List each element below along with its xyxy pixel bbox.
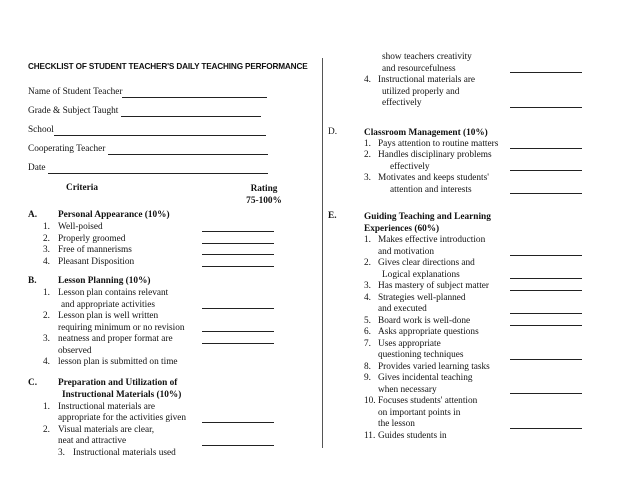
field-cooperating-teacher [28,143,328,162]
field-label: Grade & Subject Taught [28,106,119,116]
list-item [328,327,618,339]
field-label: Cooperating Teacher [28,144,106,154]
item-number: 2. [43,233,50,244]
item-number: 11. [364,430,376,441]
item-text-cont: attention and interests [390,184,472,195]
item-number: 9. [364,373,371,383]
item-text: Instructional materials are [58,401,156,412]
rating-line [510,359,582,360]
item-text-cont: neat and attractive [58,436,127,446]
item-text-cont: the lesson [378,419,415,429]
item-text: Board work is well-done [378,315,471,326]
fill-in-line [54,126,266,136]
list-item [328,431,618,443]
section-title: Guiding Teaching and Learning [364,212,491,222]
item-number: 4. [364,75,371,85]
document-title: CHECKLIST OF STUDENT TEACHER'S DAILY TEACHING PERFORMANCE [28,62,308,71]
rating-line [202,445,274,446]
item-number: 5. [364,315,371,326]
list-item [328,293,618,316]
rating-header [244,183,284,207]
item-text: Motivates and keeps students' [378,173,489,183]
section-b [28,276,328,369]
section-letter: B. [28,276,37,286]
section-title: Personal Appearance (10%) [58,210,170,220]
left-column [28,52,328,459]
item-text-cont: observed [58,345,92,356]
field-label: School [28,125,54,135]
list-item [28,257,328,269]
item-text: Uses appropriate [378,338,441,349]
list-item [328,339,618,362]
field-label: Name of Student Teacher [28,87,123,97]
rating-line [510,278,582,279]
list-item [328,75,618,110]
rating-line [510,193,582,194]
fill-in-line [108,145,268,155]
list-item [28,245,328,257]
list-item [328,258,618,281]
rating-line [202,254,274,255]
field-label: Date [28,163,46,173]
item-text: Makes effective introduction [378,235,486,245]
item-number: 3. [43,245,50,255]
section-title-cont: Instructional Materials (10%) [62,389,182,400]
list-item [328,396,618,431]
item-text: Instructional materials used [73,447,176,458]
right-column [328,52,618,442]
item-text-cont: when necessary [378,384,437,395]
rating-header-label: Rating [250,184,278,194]
item-number: 1. [43,288,50,298]
rating-line [510,428,582,429]
criteria-header: Criteria [66,183,99,193]
item-number: 3. [58,447,65,458]
rating-line [510,72,582,73]
list-item [328,362,618,374]
item-text-cont: show teachers creativity [382,52,472,62]
list-item [28,425,328,448]
section-title: Preparation and Utilization of [58,377,178,388]
item-number: 3. [364,281,371,291]
item-text-cont: utilized properly and [382,86,460,97]
list-item [28,402,328,425]
item-text: Focuses students' attention [378,396,478,406]
list-item [328,173,618,196]
rating-header-range: 75-100% [246,196,282,206]
section-title-cont: Experiences (60%) [364,224,440,234]
field-date [28,162,328,181]
rating-line [510,290,582,291]
rating-line [510,107,582,108]
item-number: 2. [43,311,50,321]
item-text-cont: and appropriate activities [61,299,155,310]
item-text-cont: and motivation [378,246,435,257]
item-text: Properly groomed [58,233,126,244]
rating-line [202,266,274,267]
list-item [328,373,618,396]
item-text: Guides students in [378,430,447,441]
item-number: 7. [364,338,371,349]
rating-line [202,422,274,423]
list-item [28,357,328,369]
list-item [328,235,618,258]
item-text: Has mastery of subject matter [378,281,490,291]
rating-line [202,343,274,344]
rating-line [510,313,582,314]
item-text-cont: on important points in [378,407,461,418]
list-item [328,316,618,328]
list-item [28,448,328,460]
item-number: 4. [43,256,50,267]
item-number: 6. [364,327,371,337]
item-text-cont: requiring minimum or no revision [58,322,185,333]
item-text: Well-poised [58,222,103,232]
item-text: lesson plan is submitted on time [58,357,178,367]
item-text: Lesson plan contains relevant [58,288,169,298]
item-number: 1. [364,138,371,149]
list-item [28,288,328,311]
list-item [328,150,618,173]
item-text-cont: and executed [378,304,427,314]
item-number: 3. [364,173,371,183]
list-item [28,334,328,357]
item-number: 1. [43,222,50,232]
field-grade-subject [28,105,328,124]
item-text: Free of mannerisms [58,245,132,255]
rating-line [510,325,582,326]
section-e [328,211,618,442]
item-number: 4. [364,292,371,303]
item-text-cont: and resourcefulness [382,63,456,74]
item-text-cont: effectively [382,98,422,108]
list-item [328,139,618,151]
rating-line [202,243,274,244]
item-number: 1. [364,235,371,245]
item-text: Instructional materials are [378,75,476,85]
fill-in-line [122,88,267,98]
section-c-continued [328,52,618,110]
section-title: Classroom Management (10%) [364,127,488,138]
rating-line [202,331,274,332]
item-number: 10. [364,396,376,406]
item-number: 2. [364,150,371,160]
rating-line [510,170,582,171]
item-number: 8. [364,361,371,372]
list-item [28,222,328,234]
item-text: Gives clear directions and [378,258,475,268]
item-text: Handles disciplinary problems [378,150,492,160]
item-text: Asks appropriate questions [378,327,479,337]
item-text: Gives incidental teaching [378,373,473,383]
list-item [28,311,328,334]
item-number: 4. [43,357,50,367]
list-item [328,281,618,293]
rating-line [510,148,582,149]
section-title: Lesson Planning (10%) [58,276,151,286]
field-student-teacher [28,86,328,105]
section-c [28,378,328,460]
item-text-cont: effectively [390,161,430,172]
rating-line [202,231,274,232]
item-number: 2. [43,424,50,435]
item-number: 3. [43,334,50,344]
item-text: Provides varied learning tasks [378,361,490,372]
rating-line [510,255,582,256]
item-number: 1. [43,401,50,412]
list-item [28,234,328,246]
item-text: neatness and proper format are [58,334,173,344]
section-letter: C. [28,377,38,388]
item-text: Strategies well-planned [378,292,466,303]
section-letter: A. [28,210,38,220]
item-text: Pays attention to routine matters [378,138,499,149]
item-text: Pleasant Disposition [58,256,135,267]
item-text-cont: appropriate for the activities given [58,413,187,423]
item-number: 2. [364,258,371,268]
field-school [28,124,328,143]
rating-line [510,393,582,394]
item-text: Lesson plan is well written [58,311,159,321]
section-letter: E. [328,211,337,221]
criteria-header-row [28,181,328,207]
item-text-cont: Logical explanations [382,269,460,280]
section-a [28,210,328,268]
rating-line [202,308,274,309]
item-text-cont: questioning techniques [378,350,464,360]
section-d [328,127,618,197]
item-text: Visual materials are clear, [58,424,155,435]
fill-in-line [48,164,268,174]
section-letter: D. [328,126,338,137]
fill-in-line [121,107,261,117]
